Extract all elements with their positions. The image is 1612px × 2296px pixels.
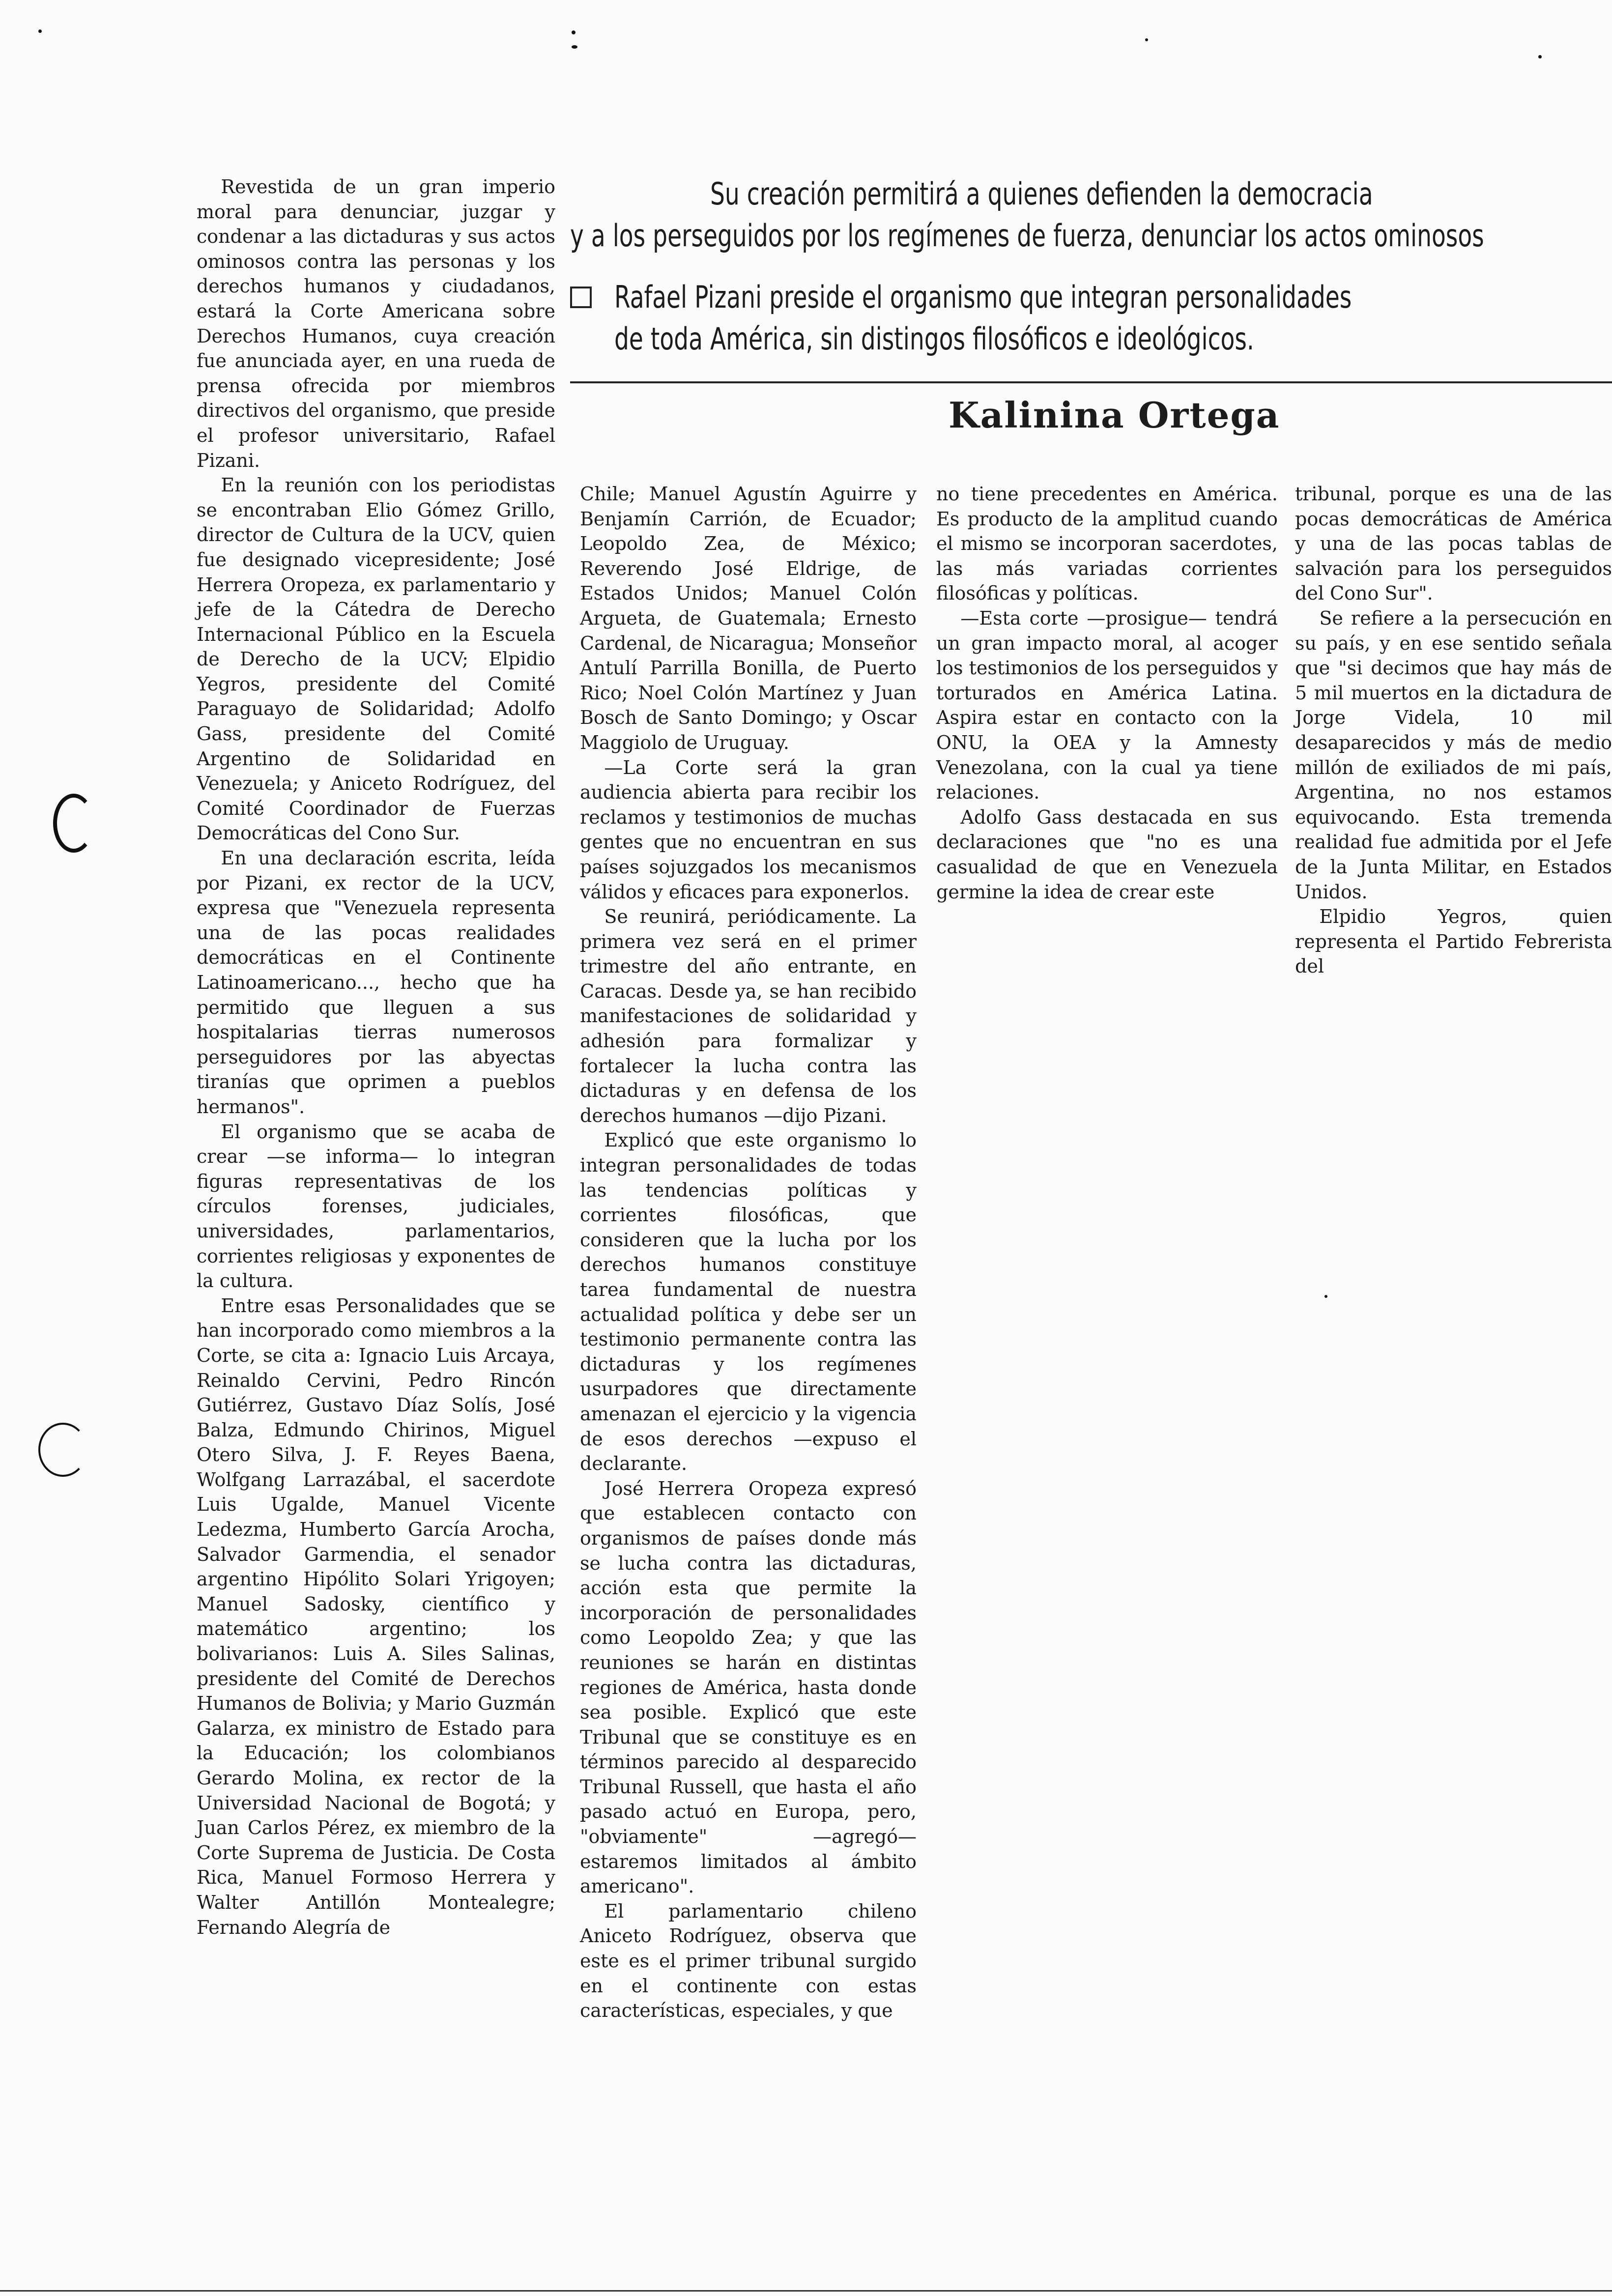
punch-hole-mark <box>38 1423 87 1477</box>
paragraph: Entre esas Personalidades que se han incorporado como miembros a la Corte, se cita a: Ignacio Luis Arcaya, Reinaldo Cervini, Pedro Rincón Gutiérrez, Gustavo Díaz Solís, José Balza, Edmundo Chirinos, Miguel Otero Silva, J. F. Reyes Baena, Wolfgang Larrazábal, el sacerdote Luis Ugalde, Manuel Vicente Ledezma, Humberto García Arocha, Salvador Garmendia, el senador argentino Hipólito Solari Yrigoyen; Manuel Sadosky, científico y matemático argentino; los bolivarianos: Luis A. Siles Salinas, presidente del Comité de Derechos Humanos de Bolivia; y Mario Guzmán Galarza, ex ministro de Estado para la Educación; los colombianos Gerardo Molina, ex rector de la Universidad Nacional de Bogotá; y Juan Carlos Pérez, ex miembro de la Corte Suprema de Justicia. De Costa Rica, Manuel Formoso Herrera y Walter Antillón Montealegre; Fernando Alegría de <box>197 1294 555 1938</box>
page-edge-line <box>0 2290 1612 2292</box>
paragraph: —Esta corte —prosigue— tendrá un gran impacto moral, al acoger los testimonios de los perseguidos y torturados en América Latina. Aspira estar en contacto con la ONU, la OEA y la Amnesty Venezolana, con la cual ya tiene relaciones. <box>936 607 1278 804</box>
paragraph: Revestida de un gran imperio moral para denunciar, juzgar y condenar a las dictaduras y sus actos ominosos contra las personas y los derechos humanos y ciudadanos, estará la Corte Americana sobre Derechos Humanos, cuya creación fue anunciada ayer, en una rueda de prensa ofrecida por miembros directivos del organismo, que preside el profesor universitario, Rafael Pizani. <box>197 176 555 471</box>
subheadline-line-1: Rafael Pizani preside el organismo que integran personalidades <box>614 279 1352 315</box>
scan-speck <box>1324 1295 1327 1298</box>
punch-hole-mark <box>53 794 94 853</box>
paragraph: En una declaración escrita, leída por Pizani, ex rector de la UCV, expresa que "Venezuela representa una de las pocas realidades democráticas en el Continente Latinoamericano..., hecho que ha permitido que lleguen a sus hospitalarias tierras numerosos perseguidores por las abyectas tiranías que oprimen a pueblos hermanos". <box>197 847 555 1118</box>
paragraph: Chile; Manuel Agustín Aguirre y Benjamín Carrión, de Ecuador; Leopoldo Zea, de México; Reverendo José Eldrige, de Estados Unidos; Manuel Colón Argueta, de Guatemala; Ernesto Cardenal, de Nicaragua; Monseñor Antulí Parrilla Bonilla, de Puerto Rico; Noel Colón Martínez y Juan Bosch de Santo Domingo; y Oscar Maggiolo de Uruguay. <box>580 483 917 753</box>
scan-speck <box>572 30 576 34</box>
paragraph: no tiene precedentes en América. Es producto de la amplitud cuando el mismo se incorporan sacerdotes, las más variadas corrientes filosóficas y políticas. <box>936 483 1278 604</box>
scan-speck <box>572 45 577 49</box>
article-column-2 <box>580 482 917 2224</box>
headline-line-1: Su creación permitirá a quienes defienden la democracia <box>710 176 1373 212</box>
paragraph: —La Corte será la gran audiencia abierta para recibir los reclamos y testimonios de muchas gentes que no encuentran en sus países sojuzgados los mecanismos válidos y eficaces para exponerlos. <box>580 756 917 903</box>
scan-speck <box>1145 38 1148 41</box>
headline-rule <box>570 381 1612 383</box>
article-column-1 <box>197 174 555 2224</box>
paragraph: Se reunirá, periódicamente. La primera vez será en el primer trimestre del año entrante, en Caracas. Desde ya, se han recibido manifestaciones de solidaridad y adhesión para formalizar y fortalecer la lucha contra las dictaduras y en defensa de los derechos humanos —dijo Pizani. <box>580 906 917 1126</box>
paragraph: Elpidio Yegros, quien representa el Partido Febrerista del <box>1295 906 1612 977</box>
paragraph: En la reunión con los periodistas se encontraban Elio Gómez Grillo, director de Cultura de la UCV, quien fue designado vicepresidente; José Herrera Oropeza, ex parlamentario y jefe de la Cátedra de Derecho Internacional Público en la Escuela de Derecho de la UCV; Elpidio Yegros, presidente del Comité Paraguayo de Solidaridad; Adolfo Gass, presidente del Comité Argentino de Solidaridad en Venezuela; y Aniceto Rodríguez, del Comité Coordinador de Fuerzas Democráticas del Cono Sur. <box>197 474 555 844</box>
paragraph: El parlamentario chileno Aniceto Rodríguez, observa que este es el primer tribunal surgido en el continente con estas características, especiales, y que <box>580 1900 917 2022</box>
byline: Kalinina Ortega <box>949 394 1280 436</box>
paragraph: El organismo que se acaba de crear —se informa— lo integran figuras representativas de los círculos forenses, judiciales, universidades, parlamentarios, corrientes religiosas y exponentes de la cultura. <box>197 1120 555 1292</box>
article-column-4 <box>1295 482 1612 977</box>
paragraph: Se refiere a la persecución en su país, y en ese sentido señala que "si decimos que hay más de 5 mil muertos en la dictadura de Jorge Videla, 10 mil desaparecidos y más de medio millón de exiliados de mi país, Argentina, no nos estamos equivocando. Esta tremenda realidad fue admitida por el Jefe de la Junta Militar, en Estados Unidos. <box>1295 607 1612 903</box>
paragraph: tribunal, porque es una de las pocas democráticas de América y una de las pocas tablas de salvación para los perseguidos del Cono Sur". <box>1295 483 1612 604</box>
headline-line-2: y a los perseguidos por los regímenes de fuerza, denunciar los actos ominosos <box>570 218 1484 254</box>
paragraph: Adolfo Gass destacada en sus declaraciones que "no es una casualidad de que en Venezuela germine la idea de crear este <box>936 806 1278 903</box>
paragraph: Explicó que este organismo lo integran personalidades de todas las tendencias políticas y corrientes filosóficas, que consideren que la lucha por los derechos humanos constituye tarea fundamental de nuestra actualidad política y debe ser un testimonio permanente contra las dictaduras y los regímenes usurpadores que directamente amenazan el ejercicio y la vigencia de esos derechos —expuso el declarante. <box>580 1129 917 1475</box>
scan-speck <box>38 29 42 33</box>
subheadline-line-2: de toda América, sin distingos filosóficos e ideológicos. <box>614 321 1254 357</box>
paragraph: José Herrera Oropeza expresó que establecen contacto con organismos de países donde más se lucha contra las dictaduras, acción esta que permite la incorporación de personalidades como Leopoldo Zea; y que las reuniones se harán en distintas regiones de América, hasta donde sea posible. Explicó que este Tribunal que se constituye es en términos parecido al desparecido Tribunal Russell, que hasta el año pasado actuó en Europa, pero, "obviamente" —agregó— estaremos limitados al ámbito americano". <box>580 1477 917 1897</box>
article-column-3 <box>936 482 1278 953</box>
checkbox-bullet-icon <box>570 287 592 308</box>
scan-speck <box>1538 55 1542 58</box>
